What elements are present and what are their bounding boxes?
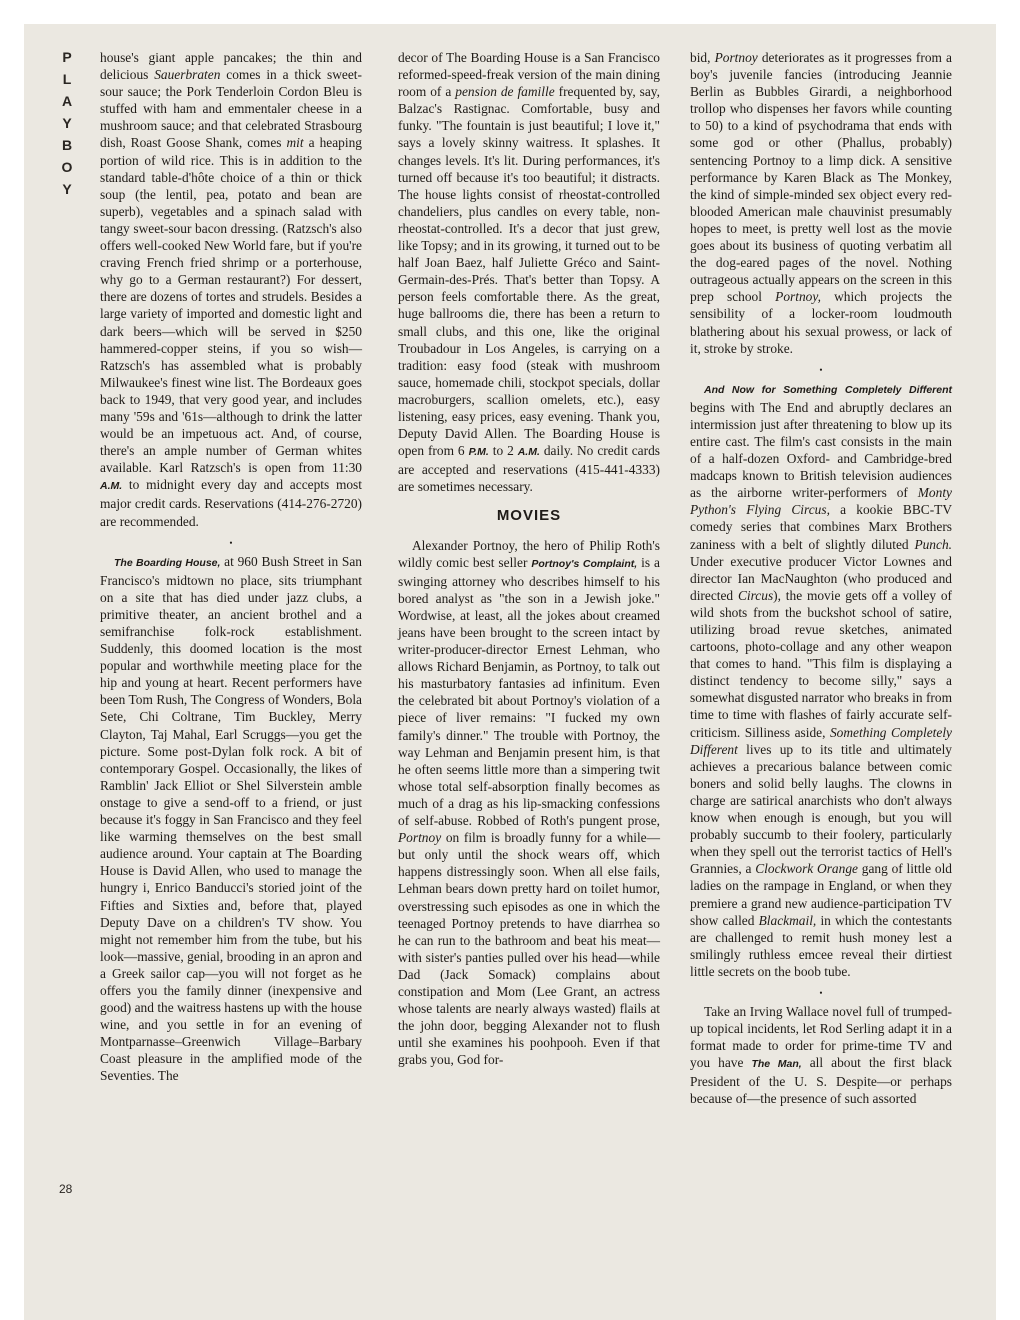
magazine-name-letter: P [62,49,72,65]
text-column-2 [398,49,660,1068]
magazine-name-letter: O [61,159,73,175]
text-column-1 [100,49,362,1085]
section-bullet: • [819,987,823,998]
section-bullet: • [819,364,823,375]
section-bullet: • [229,537,233,548]
paragraph: Alexander Portnoy, the hero of Philip Roth's wildly comic best seller Portnoy's Complaint, is a swinging attorney who describes himself to his bored analyst as "the son in a Jewish joke." Wordwise, at least, all the jokes about creamed jeans have been brought to the screen intact by writer-producer-director Ernest Lehman, who allows Richard Benjamin, as Portnoy, to talk out his masturbatory fantasies ad infinitum. Even the celebrated bit about Portnoy's violation of a piece of liver remains: "I fucked my own family's dinner." The trouble with Portnoy, the way Lehman and Benjamin present him, is that he often seems little more than a simpering twit whose total self-absorption finally becomes as much of a drag as his lip-smacking confessions of self-abuse. Robbed of Roth's pungent prose, Portnoy on film is broadly funny for a while—but only until the shock wears off, which happens distressingly soon. When all else fails, Lehman bears down pretty hard on toilet humor, overstressing such episodes as one in which the teenaged Portnoy pretends to have diarrhea so he can run to the bathroom and beat his meat—with sister's panties pulled over his head—while Dad (Jack Somack) complains about constipation and Mom (Lee Grant, an actress whose talents are nearly always wasted) flails at the john door, begging Alexander not to flush until she examines his poohpooh. Even if that grabs you, God for- [398,537,660,1068]
magazine-name-letter: A [61,93,73,109]
page-number: 28 [59,1182,73,1196]
lead-in: And Now for Something Completely Different [704,383,952,396]
magazine-page [24,24,996,1320]
magazine-name-letter: Y [62,181,72,197]
magazine-name-vertical [56,46,78,200]
paragraph: house's giant apple pancakes; the thin and delicious Sauerbraten comes in a thick sweet-sour sauce; the Pork Tenderloin Cordon Bleu is stuffed with ham and emmentaler cheese in a mushroom sauce; and that celebrated Strasbourg dish, Roast Goose Shank, comes mit a heaping portion of wild rice. This is in addition to the standard table-d'hôte choice of a thin or thick soup (the lentil, pea, potato and bean are superb), vegetables and a spinach salad with tangy sweet-sour bacon dressing. (Ratzsch's also offers well-cooked New World fare, but if you're craving French fried shrimp or a porterhouse, why go to a German restaurant?) For dessert, there are dozens of tortes and strudels. Besides a large variety of imported and domestic light and dark beers—which will be served in $250 hammered-copper steins, if you so wish—Ratzsch's has assembled what is probably Milwaukee's finest wine list. The Bordeaux goes back to 1949, that very good year, and includes many '59s and '61s—although to drink the latter would be an impetuous act. And, of course, there's an ample number of German whites available. Karl Ratzsch's is open from 11:30 A.M. to midnight every day and accepts most major credit cards. Reservations (414-276-2720) are recommended. [100,50,362,529]
section-heading-movies: MOVIES [496,507,562,525]
paragraph: The Boarding House, at 960 Bush Street in San Francisco's midtown no place, sits triumphant on a site that has died under jazz clubs, a primitive theater, an ancient brothel and a semifranchise folk-rock establishment. Suddenly, this doomed location is the most popular and worthwhile meeting place for the hip and young at heart. Recent performers have been Tom Rush, The Congress of Wonders, Bola Sete, Chi Coltrane, Tim Buckley, Merry Clayton, Taj Mahal, Earl Scruggs—you get the picture. Some post-Dylan folk rock. A bit of contemporary Gospel. Occasionally, the likes of Ramblin' Jack Elliot or Shel Silverstein amble onstage to give a send-off to a friend, or just because it's foggy in San Francisco and they feel like warming themselves on the best small audience around. Your captain at The Boarding House is David Allen, who used to manage the hungry i, Enrico Banducci's storied joint of the Fifties and Sixties and, before that, played Deputy Dave on a children's TV show. You might not remember him from the tube, but his look—massive, genial, brooding in an apron and a Greek sailor cap—you will not forget as he offers you the family dinner (inexpensive and good) and the waitress hastens up with the house wine, and you settle in for an evening of Montparnasse–Greenwich Village–Barbary Coast pleasure in the amplified mode of the Seventies. The [100,553,362,1084]
text-column-3 [690,49,952,1108]
lead-in: The Boarding House, [114,556,221,569]
paragraph: bid, Portnoy deteriorates as it progresses from a boy's juvenile fancies (introducing Jeannie Berlin as Bubbles Girardi, a neighborhood trollop who dispenses her favors while counting to 50) to a kind of psychodrama that ends with some god or other (Phallus, probably) sentencing Portnoy to a limp dick. A sensitive performance by Karen Black as The Monkey, the kind of simple-minded sex object every red-blooded American male chauvinist presumably hopes to meet, is pretty well lost as the movie goes about its business of quoting verbatim all the dog-eared pages of the novel. Nothing outrageous actually appears on the screen in this prep school Portnoy, which projects the sensibility of a locker-room loudmouth blathering about his sexual prowess, or lack of it, stroke by stroke. [690,50,953,356]
paragraph: And Now for Something Completely Different begins with The End and abruptly declares an intermission just after threatening to blow up its entire cast. The film's cast consists in the main of a half-dozen Oxford- and Cambridge-bred madcaps known to British television audiences as the airborne writer-performers of Monty Python's Flying Circus, a kookie BBC-TV comedy series that combines Marx Brothers zaniness with a belt of slightly diluted Punch. Under executive producer Victor Lownes and director Ian MacNaughton (who produced and directed Circus), the movie gets off a volley of wild shots from the buckshot school of satire, utilizing broad revue sketches, animated cartoons, photo-collage and any other weapon that comes to hand. "This film is displaying a distinct tendency to become silly," says a somewhat disgusted narrator who breaks in from time to time with flashes of fairly accurate self-criticism. Silliness aside, Something Completely Different lives up to its title and ultimately achieves a precarious balance between comic boners and solid belly laughs. The clowns in charge are satirical anarchists who don't always know when enough is enough, but you will probably succumb to their foolery, particularly when they spell out the terrorist tactics of Hell's Grannies, a Clockwork Orange gang of little old ladies on the rampage in England, or when they premiere a grand new audience-participation TV show called Blackmail, in which the contestants are challenged to remit hush money lest a smilingly ruthless emcee reveal their dirtiest little secrets on the boob tube. [690,383,953,979]
paragraph: Take an Irving Wallace novel full of trumped-up topical incidents, let Rod Serling adapt it in a format made to order for prime-time TV and you have The Man, all about the first black President of the U. S. Despite—or perhaps because of—the presence of such assorted [690,1003,952,1107]
magazine-name-letter: B [61,137,73,153]
paragraph: decor of The Boarding House is a San Francisco reformed-speed-freak version of the main dining room of a pension de famille frequented by, say, Balzac's Rastignac. Comfortable, busy and funky. "The fountain is just beautiful; I love it," says a lovely skinny waitress. It splashes. It changes levels. It's lit. During performances, it's turned off because it's too beautiful; it distracts. The house lights consist of rheostat-controlled chandeliers, plus candles on every table, non-rheostat-controlled. It's a decor that just grew, like Topsy; and in its growing, it turned out to be half Joan Baez, half Juliette Gréco and Saint-Germain-des-Prés. That's better than Topsy. A person feels comfortable there. As the great, huge ballrooms die, there has been a return to small clubs, and this one, like the original Troubadour in Los Angeles, is carrying on a tradition: easy food (steak with mushroom sauce, homemade chili, stockpot specials, dollar macroburgers, scallion omelets, etc.), easy listening, easy prices, easy evening. Thank you, Deputy David Allen. The Boarding House is open from 6 P.M. to 2 A.M. daily. No credit cards are accepted and reservations (415-441-4333) are sometimes necessary. [398,50,660,495]
magazine-name-letter: L [62,71,72,87]
magazine-name-letter: Y [62,115,72,131]
